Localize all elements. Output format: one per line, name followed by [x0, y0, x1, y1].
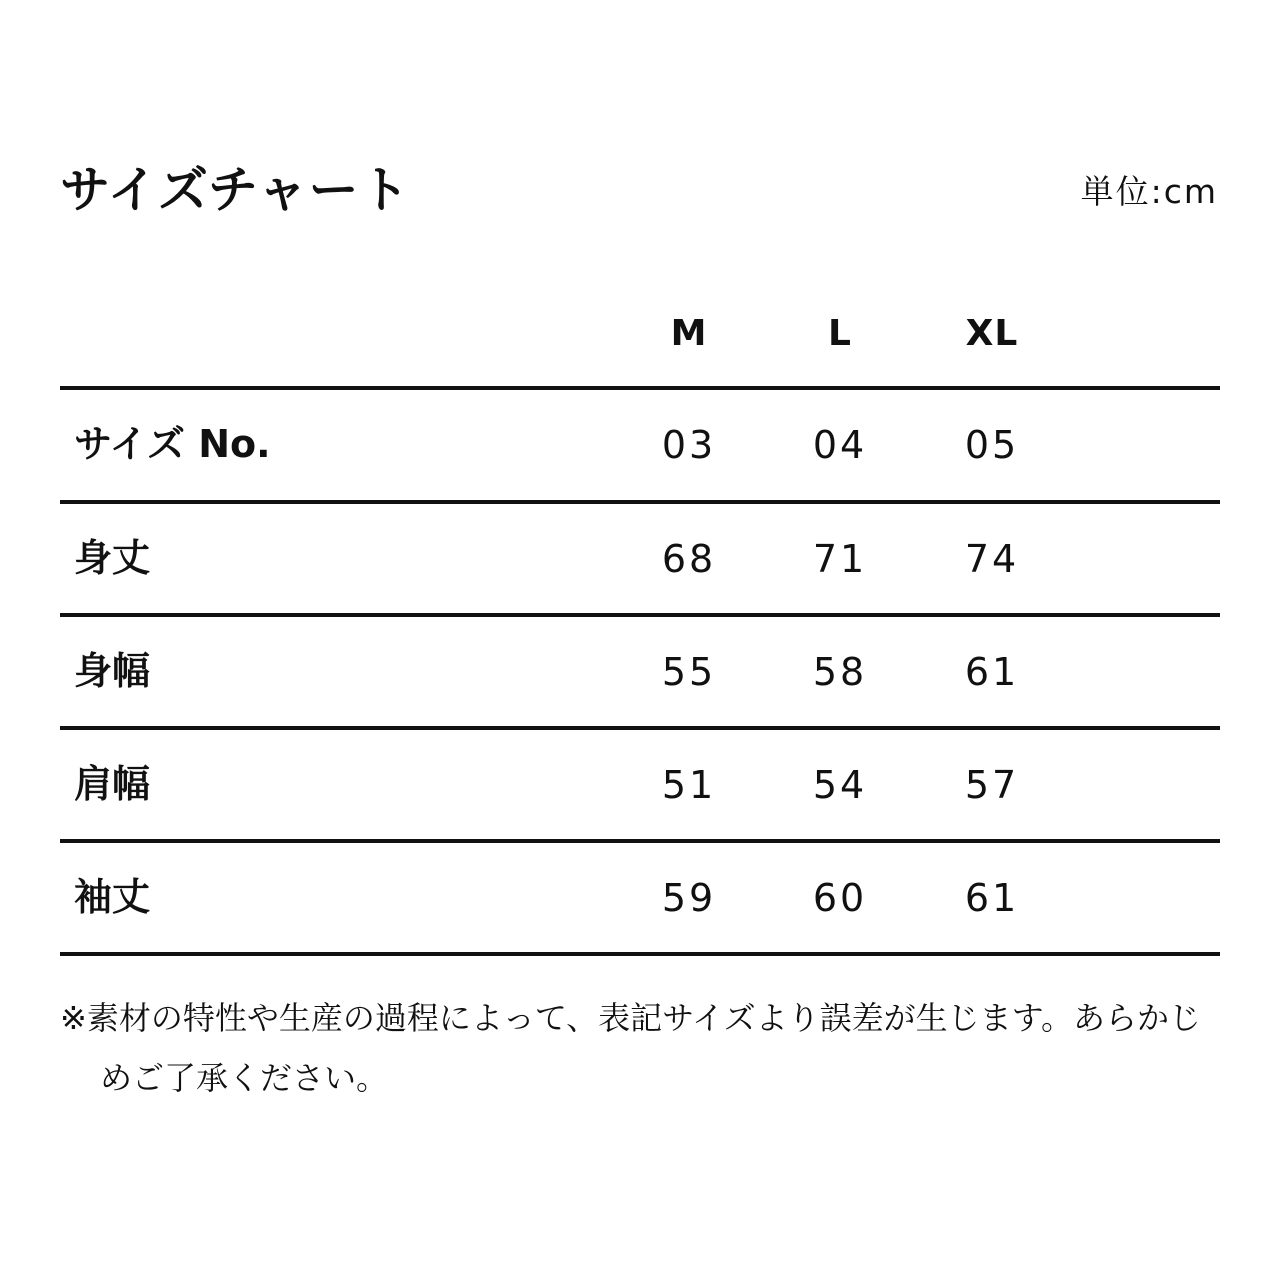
unit-label: 単位:cm — [1080, 172, 1218, 211]
table-row — [60, 843, 1220, 953]
cell-m: 68 — [661, 537, 717, 581]
cell-l: 54 — [812, 763, 868, 807]
table-rule — [60, 952, 1220, 956]
cell-m: 55 — [661, 650, 717, 694]
row-label-shoulder-width: 肩幅 — [74, 762, 151, 806]
cell-l: 60 — [812, 876, 868, 920]
cell-xl: 57 — [964, 763, 1020, 807]
table-row — [60, 730, 1220, 840]
cell-l: 58 — [812, 650, 868, 694]
row-label-size-no: サイズ No. — [74, 422, 271, 466]
row-label-body-width: 身幅 — [74, 649, 151, 693]
column-header-m: M — [670, 313, 708, 354]
page-title: サイズチャート — [60, 161, 411, 219]
row-label-sleeve-length: 袖丈 — [74, 875, 151, 919]
column-header-xl: XL — [965, 313, 1019, 354]
column-header-l: L — [828, 313, 852, 354]
table-row — [60, 390, 1220, 500]
footnote: ※素材の特性や生産の過程によって、表記サイズより誤差が生じます。あらかじめご了承ください。 — [60, 999, 1202, 1097]
cell-l: 71 — [812, 537, 868, 581]
cell-xl: 61 — [964, 876, 1020, 920]
table-row — [60, 617, 1220, 727]
cell-m: 59 — [661, 876, 717, 920]
cell-m: 03 — [661, 423, 717, 467]
cell-xl: 61 — [964, 650, 1020, 694]
cell-xl: 05 — [964, 423, 1020, 467]
cell-m: 51 — [661, 763, 717, 807]
cell-xl: 74 — [964, 537, 1020, 581]
table-row — [60, 504, 1220, 614]
cell-l: 04 — [812, 423, 868, 467]
row-label-body-length: 身丈 — [74, 536, 151, 580]
